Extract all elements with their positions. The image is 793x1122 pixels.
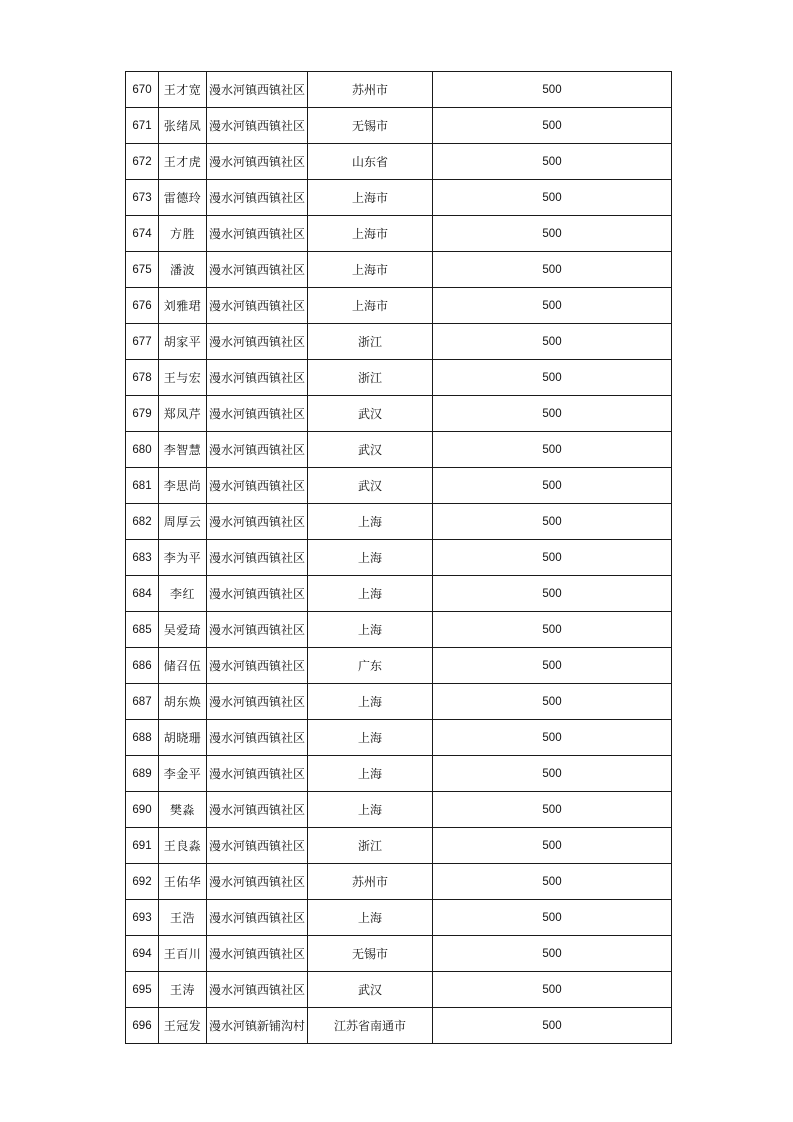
table-row [126, 504, 672, 540]
amount-cell: 500 [433, 252, 672, 288]
table-row [126, 252, 672, 288]
amount-cell: 500 [433, 432, 672, 468]
row-number-cell: 683 [126, 540, 159, 576]
work-location-cell: 广东 [308, 648, 433, 684]
amount-cell: 500 [433, 936, 672, 972]
person-name-cell: 王浩 [159, 900, 207, 936]
person-name-cell: 王涛 [159, 972, 207, 1008]
row-number-cell: 684 [126, 576, 159, 612]
table-row [126, 864, 672, 900]
person-name-cell: 樊淼 [159, 792, 207, 828]
work-location-cell: 江苏省南通市 [308, 1008, 433, 1044]
amount-cell: 500 [433, 144, 672, 180]
row-number-cell: 693 [126, 900, 159, 936]
row-number-cell: 682 [126, 504, 159, 540]
community-cell: 漫水河镇西镇社区 [207, 756, 308, 792]
amount-cell: 500 [433, 360, 672, 396]
row-number-cell: 676 [126, 288, 159, 324]
table-row [126, 180, 672, 216]
row-number-cell: 692 [126, 864, 159, 900]
table-row [126, 648, 672, 684]
person-name-cell: 李思尚 [159, 468, 207, 504]
row-number-cell: 689 [126, 756, 159, 792]
person-name-cell: 胡晓珊 [159, 720, 207, 756]
community-cell: 漫水河镇西镇社区 [207, 288, 308, 324]
person-name-cell: 李红 [159, 576, 207, 612]
work-location-cell: 上海 [308, 504, 433, 540]
table-row [126, 1008, 672, 1044]
work-location-cell: 上海 [308, 900, 433, 936]
table-row [126, 936, 672, 972]
work-location-cell: 上海市 [308, 180, 433, 216]
table-row [126, 396, 672, 432]
person-name-cell: 王良淼 [159, 828, 207, 864]
person-name-cell: 李智慧 [159, 432, 207, 468]
table-row [126, 576, 672, 612]
amount-cell: 500 [433, 720, 672, 756]
work-location-cell: 上海市 [308, 288, 433, 324]
amount-cell: 500 [433, 180, 672, 216]
row-number-cell: 672 [126, 144, 159, 180]
table-row [126, 324, 672, 360]
community-cell: 漫水河镇西镇社区 [207, 216, 308, 252]
person-name-cell: 王冠发 [159, 1008, 207, 1044]
person-name-cell: 刘雅珺 [159, 288, 207, 324]
person-name-cell: 李金平 [159, 756, 207, 792]
work-location-cell: 上海 [308, 576, 433, 612]
row-number-cell: 678 [126, 360, 159, 396]
person-name-cell: 胡东焕 [159, 684, 207, 720]
row-number-cell: 675 [126, 252, 159, 288]
amount-cell: 500 [433, 1008, 672, 1044]
row-number-cell: 691 [126, 828, 159, 864]
person-name-cell: 吴爱琦 [159, 612, 207, 648]
work-location-cell: 浙江 [308, 828, 433, 864]
table-row [126, 684, 672, 720]
work-location-cell: 上海 [308, 792, 433, 828]
person-name-cell: 郑凤芹 [159, 396, 207, 432]
work-location-cell: 苏州市 [308, 72, 433, 108]
community-cell: 漫水河镇西镇社区 [207, 540, 308, 576]
person-name-cell: 胡家平 [159, 324, 207, 360]
work-location-cell: 无锡市 [308, 108, 433, 144]
row-number-cell: 681 [126, 468, 159, 504]
community-cell: 漫水河镇西镇社区 [207, 324, 308, 360]
roster-table-body [126, 72, 672, 1044]
work-location-cell: 上海市 [308, 216, 433, 252]
person-name-cell: 储召伍 [159, 648, 207, 684]
table-row [126, 972, 672, 1008]
person-name-cell: 王百川 [159, 936, 207, 972]
table-row [126, 432, 672, 468]
community-cell: 漫水河镇新铺沟村 [207, 1008, 308, 1044]
community-cell: 漫水河镇西镇社区 [207, 972, 308, 1008]
community-cell: 漫水河镇西镇社区 [207, 432, 308, 468]
amount-cell: 500 [433, 900, 672, 936]
community-cell: 漫水河镇西镇社区 [207, 684, 308, 720]
work-location-cell: 上海市 [308, 252, 433, 288]
row-number-cell: 687 [126, 684, 159, 720]
community-cell: 漫水河镇西镇社区 [207, 648, 308, 684]
community-cell: 漫水河镇西镇社区 [207, 612, 308, 648]
table-row [126, 900, 672, 936]
amount-cell: 500 [433, 648, 672, 684]
amount-cell: 500 [433, 792, 672, 828]
amount-cell: 500 [433, 324, 672, 360]
row-number-cell: 679 [126, 396, 159, 432]
row-number-cell: 680 [126, 432, 159, 468]
table-row [126, 468, 672, 504]
row-number-cell: 673 [126, 180, 159, 216]
community-cell: 漫水河镇西镇社区 [207, 900, 308, 936]
row-number-cell: 688 [126, 720, 159, 756]
row-number-cell: 696 [126, 1008, 159, 1044]
amount-cell: 500 [433, 756, 672, 792]
amount-cell: 500 [433, 468, 672, 504]
table-row [126, 756, 672, 792]
amount-cell: 500 [433, 612, 672, 648]
community-cell: 漫水河镇西镇社区 [207, 72, 308, 108]
table-row [126, 72, 672, 108]
row-number-cell: 690 [126, 792, 159, 828]
amount-cell: 500 [433, 540, 672, 576]
row-number-cell: 670 [126, 72, 159, 108]
community-cell: 漫水河镇西镇社区 [207, 828, 308, 864]
work-location-cell: 上海 [308, 684, 433, 720]
amount-cell: 500 [433, 828, 672, 864]
table-row [126, 288, 672, 324]
row-number-cell: 695 [126, 972, 159, 1008]
community-cell: 漫水河镇西镇社区 [207, 504, 308, 540]
work-location-cell: 无锡市 [308, 936, 433, 972]
table-row [126, 360, 672, 396]
community-cell: 漫水河镇西镇社区 [207, 360, 308, 396]
community-cell: 漫水河镇西镇社区 [207, 864, 308, 900]
community-cell: 漫水河镇西镇社区 [207, 144, 308, 180]
community-cell: 漫水河镇西镇社区 [207, 396, 308, 432]
subsidy-roster-table [125, 71, 672, 1044]
community-cell: 漫水河镇西镇社区 [207, 576, 308, 612]
row-number-cell: 686 [126, 648, 159, 684]
row-number-cell: 677 [126, 324, 159, 360]
work-location-cell: 山东省 [308, 144, 433, 180]
table-row [126, 540, 672, 576]
amount-cell: 500 [433, 108, 672, 144]
table-row [126, 792, 672, 828]
table-row [126, 216, 672, 252]
work-location-cell: 上海 [308, 720, 433, 756]
work-location-cell: 武汉 [308, 972, 433, 1008]
community-cell: 漫水河镇西镇社区 [207, 180, 308, 216]
amount-cell: 500 [433, 504, 672, 540]
work-location-cell: 浙江 [308, 324, 433, 360]
person-name-cell: 王才宽 [159, 72, 207, 108]
work-location-cell: 上海 [308, 612, 433, 648]
table-row [126, 108, 672, 144]
community-cell: 漫水河镇西镇社区 [207, 720, 308, 756]
table-row [126, 144, 672, 180]
work-location-cell: 武汉 [308, 396, 433, 432]
work-location-cell: 武汉 [308, 468, 433, 504]
person-name-cell: 潘波 [159, 252, 207, 288]
row-number-cell: 671 [126, 108, 159, 144]
amount-cell: 500 [433, 288, 672, 324]
community-cell: 漫水河镇西镇社区 [207, 252, 308, 288]
table-row [126, 720, 672, 756]
amount-cell: 500 [433, 972, 672, 1008]
amount-cell: 500 [433, 396, 672, 432]
amount-cell: 500 [433, 216, 672, 252]
community-cell: 漫水河镇西镇社区 [207, 792, 308, 828]
community-cell: 漫水河镇西镇社区 [207, 936, 308, 972]
amount-cell: 500 [433, 684, 672, 720]
community-cell: 漫水河镇西镇社区 [207, 468, 308, 504]
work-location-cell: 浙江 [308, 360, 433, 396]
table-row [126, 828, 672, 864]
person-name-cell: 雷德玲 [159, 180, 207, 216]
community-cell: 漫水河镇西镇社区 [207, 108, 308, 144]
amount-cell: 500 [433, 72, 672, 108]
row-number-cell: 694 [126, 936, 159, 972]
person-name-cell: 王佑华 [159, 864, 207, 900]
person-name-cell: 李为平 [159, 540, 207, 576]
table-row [126, 612, 672, 648]
person-name-cell: 王与宏 [159, 360, 207, 396]
work-location-cell: 上海 [308, 756, 433, 792]
person-name-cell: 方胜 [159, 216, 207, 252]
person-name-cell: 王才虎 [159, 144, 207, 180]
person-name-cell: 张绪凤 [159, 108, 207, 144]
person-name-cell: 周厚云 [159, 504, 207, 540]
amount-cell: 500 [433, 576, 672, 612]
work-location-cell: 苏州市 [308, 864, 433, 900]
work-location-cell: 武汉 [308, 432, 433, 468]
amount-cell: 500 [433, 864, 672, 900]
row-number-cell: 685 [126, 612, 159, 648]
work-location-cell: 上海 [308, 540, 433, 576]
row-number-cell: 674 [126, 216, 159, 252]
